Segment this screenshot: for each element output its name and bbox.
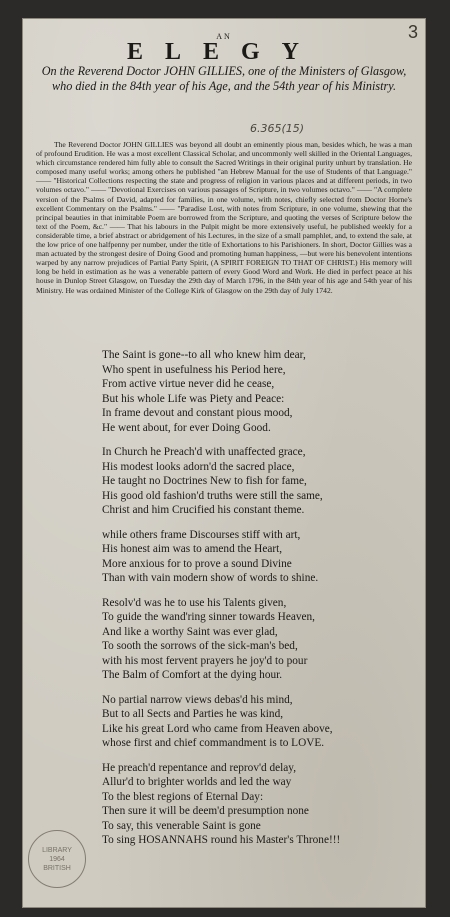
- poem-line: Like his great Lord who came from Heaven above,: [102, 722, 333, 735]
- poem-line: To sing HOSANNAHS round his Master's Throne!!!: [102, 834, 341, 846]
- stamp-text-top: LIBRARY: [42, 846, 72, 854]
- heading-an: AN: [216, 32, 232, 41]
- poem-line: Christ and him Crucified his constant theme.: [102, 504, 305, 516]
- poem-line: To the blest regions of Eternal Day:: [102, 790, 264, 803]
- corner-folio-number: 3: [407, 22, 418, 42]
- poem-line: Resolv'd was he to use his Talents given,: [102, 596, 287, 609]
- broadside-sheet: [22, 18, 426, 908]
- poem-line: More anxious for to prove a sound Divine: [102, 557, 292, 570]
- poem-line: To sooth the sorrows of the sick-man's bed,: [102, 640, 298, 652]
- poem-line: In frame devout and constant pious mood,: [102, 407, 293, 419]
- library-stamp: [28, 830, 86, 888]
- poem-line: To say, this venerable Saint is gone: [102, 819, 261, 832]
- poem-line: He preach'd repentance and reprov'd delay,: [102, 761, 297, 774]
- poem-line: His good old fashion'd truths were still the same,: [102, 489, 323, 502]
- stanza: [102, 693, 402, 751]
- poem-line: His honest aim was to amend the Heart,: [102, 543, 283, 555]
- poem-line: Allur'd to brighter worlds and led the way: [102, 776, 292, 788]
- poem-line: with his most fervent prayers he joy'd to pour: [102, 654, 308, 667]
- poem-line: In Church he Preach'd with unaffected grace,: [102, 446, 306, 458]
- poem-line: His modest looks adorn'd the sacred place,: [102, 460, 295, 473]
- biography-paragraph: The Reverend Doctor JOHN GILLIES was beyond all doubt an eminently pious man, besides which, he was a man of profound Erudition. He was a most excellent Classical Scholar, and uncommonly well skilled in the Oriental Languages, which circumstance rendered him fully able to consult the Sacred Writings in their original purity unhurt by translation. He composed many useful works; among others he published "an Hebrew Manual for the use of Students of that Language." —— "Historical Collections respecting the state and progress of religion in various places and at different periods, in two volumes octavo." —— "Devotional Exercises on various passages of Scripture, in two volumes octavo." —— "A complete version of the Psalms of David, adapted for families, in one volume, with notes, chiefly selected from Doctor Horne's excellent Commentary on the Psalms." —— "Paradise Lost, with notes from Scripture, in one volume, shewing that the principal beauties in that inimitable Poem are borrowed from the Scripture, and quoting the verses of Scripture below the text of the Poem, &c." —— That his labours in the Pulpit might be more extensively useful, he published weekly for a considerable time, a brief abstract or abridgement of his Lectures, in the size of a small pamphlet, and, to extend the sale, at the low price of one halfpenny per number, under the title of Exhortations to his Parishioners. In short, Doctor Gillies was a man actuated by the strongest desire of Doing Good and promoting human happiness, —but were his benevolent intentions warped by any narrow prejudices of Partial Party Spirit, (A SPIRIT FOREIGN TO THAT OF CHRIST.) His memory will long be held in estimation as he was a venerable pattern of every Good Word and Work. He died in perfect peace at his house in Dunlop Street Glasgow, on Tuesday the 29th day of March 1796, in the 84th year of his age and 54th year of his Ministry. He was ordained Minister of the College Kirk of Glasgow on the 29th day of July 1742.: [36, 140, 412, 295]
- poem-line: He taught no Doctrines New to fish for fame,: [102, 475, 307, 487]
- poem-line: Who spent in usefulness his Period here,: [102, 363, 286, 376]
- poem-line: whose first and chief commandment is to LOVE.: [102, 737, 325, 749]
- subtitle: On the Reverend Doctor JOHN GILLIES, one of the Ministers of Glasgow, who died in the 84th year of his Age, and the 54th year of his Ministry.: [41, 64, 407, 93]
- poem-line: From active virtue never did he cease,: [102, 378, 275, 390]
- stamp-text-bottom: BRITISH: [43, 864, 71, 872]
- poem-line: while others frame Discourses stiff with art,: [102, 528, 301, 541]
- poem-line: But his whole Life was Piety and Peace:: [102, 392, 285, 405]
- poem-line: The Balm of Comfort at the dying hour.: [102, 669, 283, 681]
- elegy-poem: [102, 348, 402, 858]
- poem-line: The Saint is gone--to all who knew him dear,: [102, 349, 306, 361]
- stanza: [102, 445, 402, 518]
- poem-line: No partial narrow views debas'd his mind,: [102, 693, 293, 706]
- page-title: ELEGY: [126, 39, 322, 65]
- poem-line: But to all Sects and Parties he was kind,: [102, 708, 284, 720]
- stanza: [102, 348, 402, 435]
- poem-line: And like a worthy Saint was ever glad,: [102, 625, 278, 638]
- shelfmark-annotation: 6.365(15): [250, 122, 305, 135]
- poem-line: To guide the wand'ring sinner towards Heaven,: [102, 611, 316, 623]
- stamp-text-mid: 1964: [49, 855, 65, 863]
- poem-line: He went about, for ever Doing Good.: [102, 421, 271, 434]
- poem-line: Then sure it will be deem'd presumption none: [102, 805, 309, 817]
- stanza: [102, 761, 402, 848]
- stanza: [102, 528, 402, 586]
- stanza: [102, 596, 402, 683]
- poem-line: Than with vain modern show of words to shine.: [102, 572, 319, 584]
